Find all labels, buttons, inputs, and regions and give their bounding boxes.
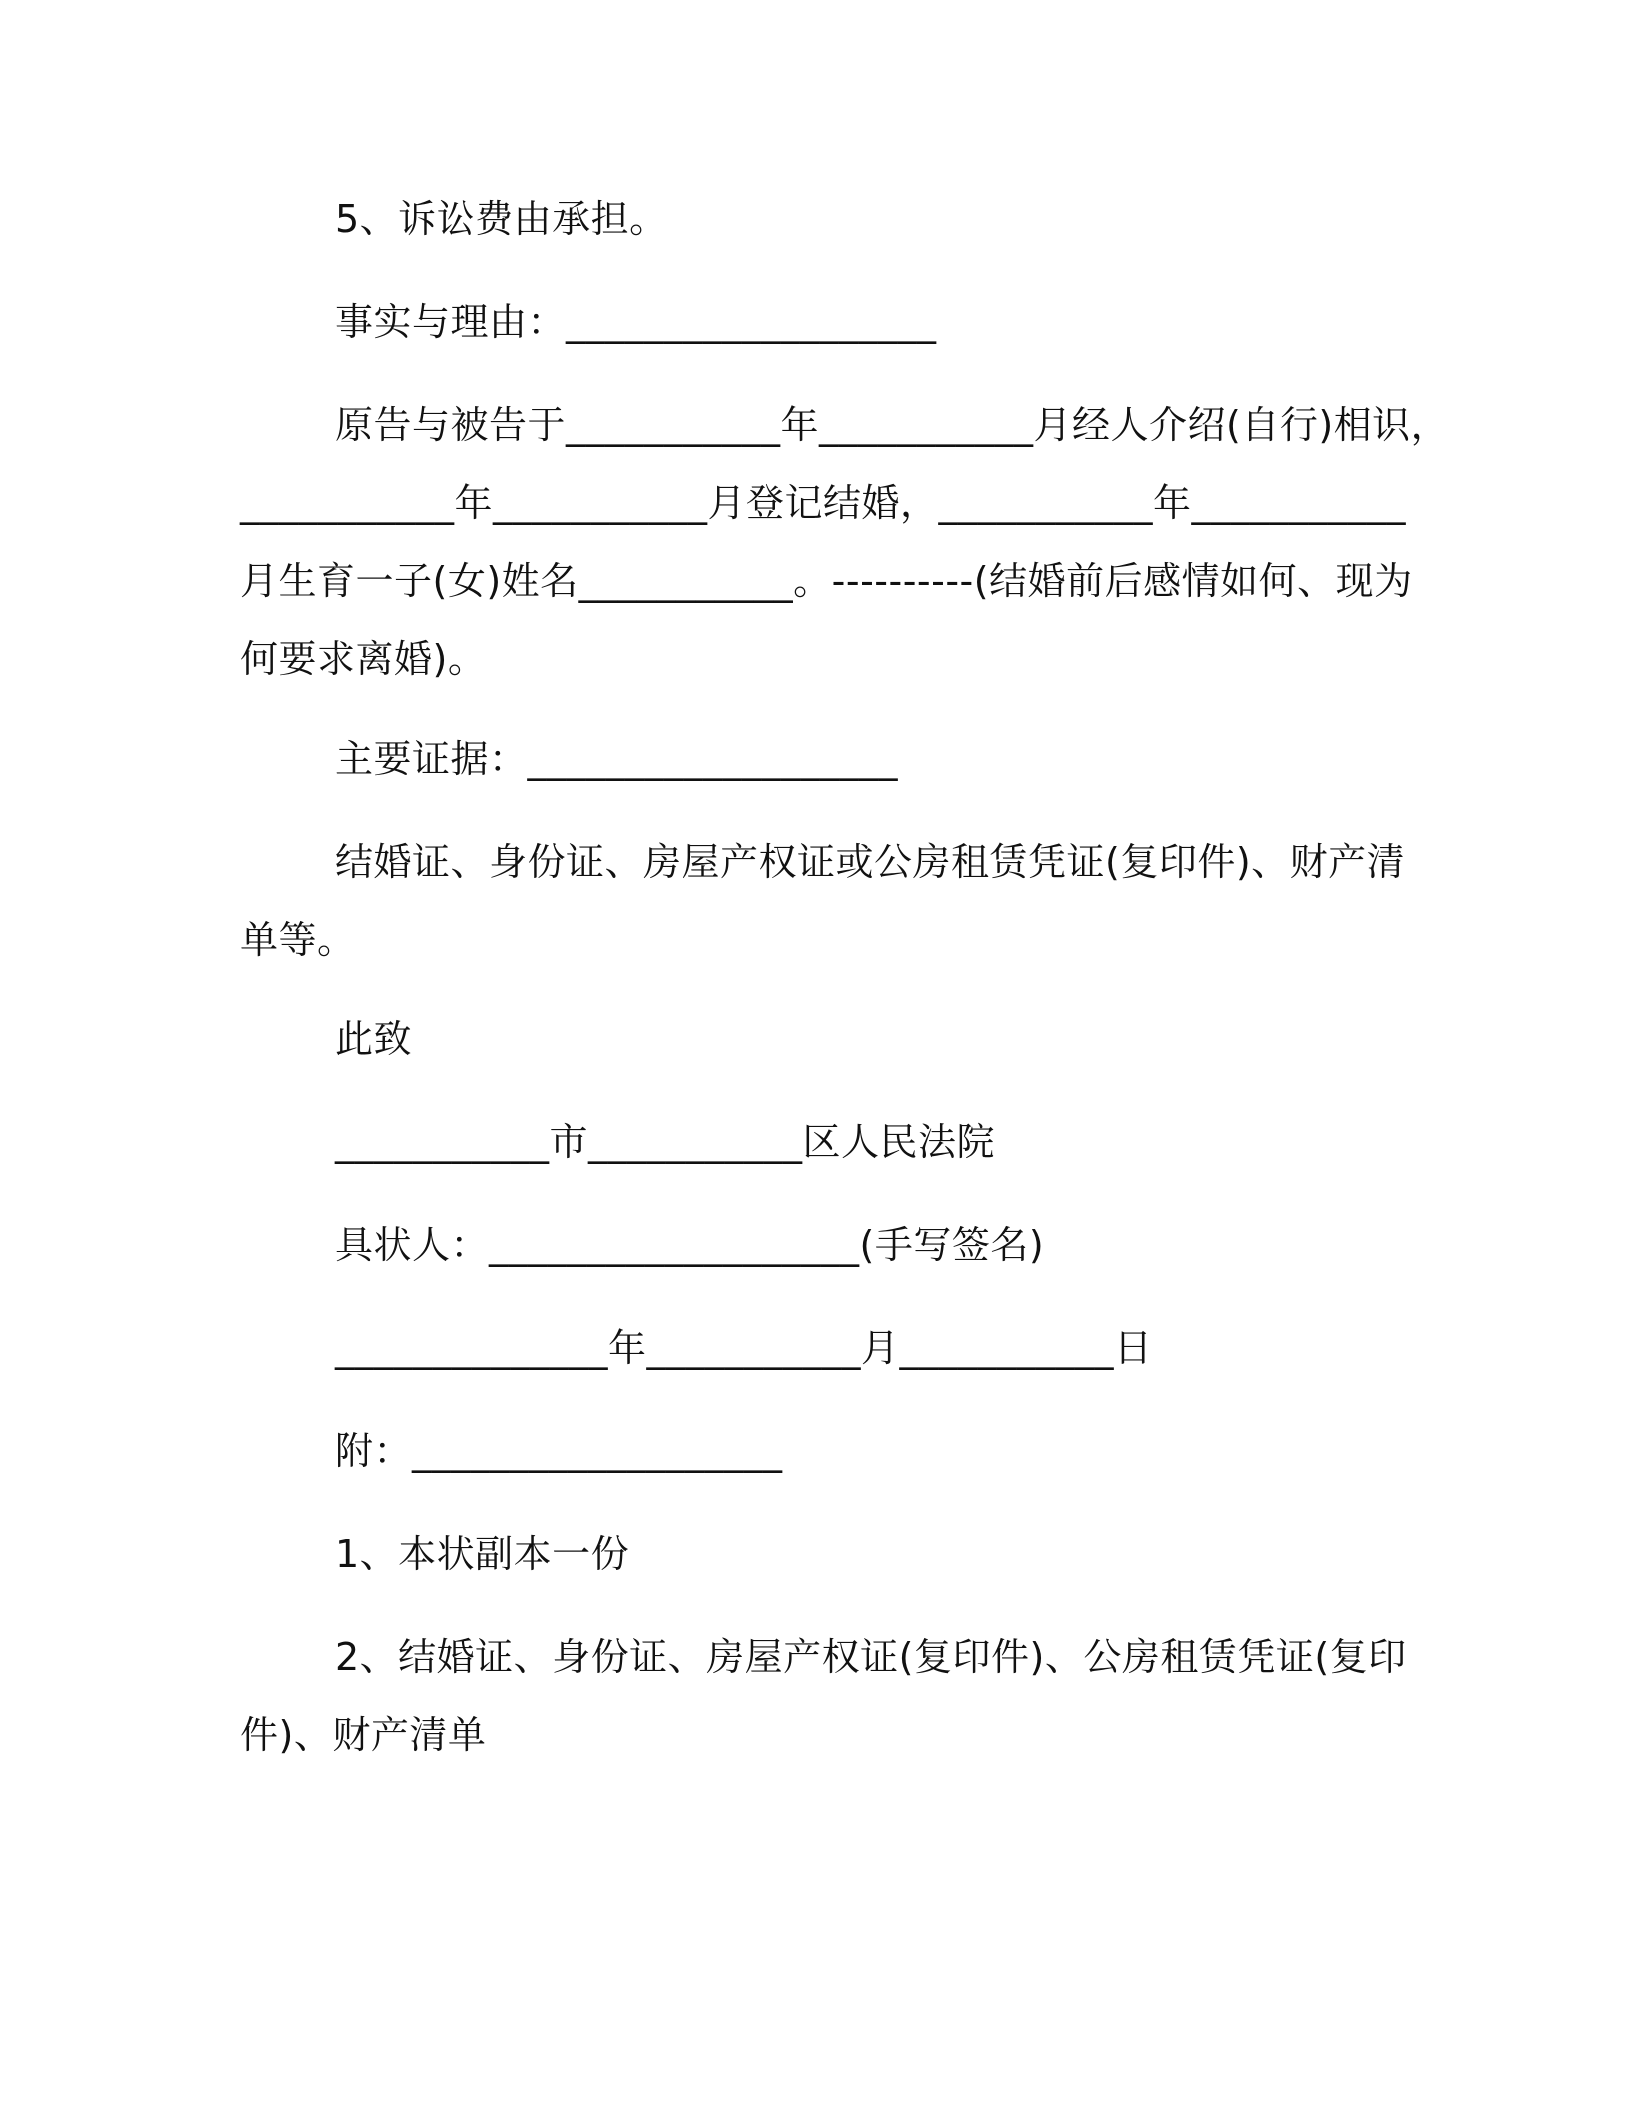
- signer-line: [335, 1206, 1495, 1284]
- facts-line-4: 何要求离婚)。: [240, 637, 487, 681]
- facts-line-1: 原告与被告于___________年___________月经人介绍(自行)相识，: [335, 403, 1450, 447]
- evidence-heading-text: 主要证据：___________________: [335, 737, 899, 781]
- signer-text: 具状人：___________________(手写签名): [335, 1223, 1045, 1267]
- attachment-item-1-text: 1、本状副本一份: [335, 1532, 630, 1576]
- salutation-text: 此致: [335, 1017, 413, 1061]
- date-text: ______________年___________月___________日: [335, 1326, 1153, 1370]
- facts-heading: [335, 283, 1495, 361]
- evidence-paragraph: [240, 823, 1406, 979]
- date-line: [335, 1309, 1495, 1387]
- facts-line-3: 月生育一子(女)姓名___________。----------(结婚前后感情如何、现为: [240, 559, 1413, 603]
- attachment-item-2-line-2: 件)、财产清单: [240, 1713, 487, 1757]
- facts-line-2: ___________年___________月登记结婚，___________年___________: [240, 481, 1407, 525]
- salutation: [335, 1000, 1495, 1078]
- attachment-item-2: [240, 1618, 1407, 1774]
- item-5-text: 5、诉讼费由承担。: [335, 197, 668, 241]
- attachment-heading: [335, 1412, 1495, 1490]
- item-5: [335, 180, 1495, 258]
- court-line: [335, 1103, 1495, 1181]
- facts-paragraph: [240, 386, 1450, 698]
- court-text: ___________市___________区人民法院: [335, 1120, 996, 1164]
- attachment-item-2-line-1: 2、结婚证、身份证、房屋产权证(复印件)、公房租赁凭证(复印: [335, 1635, 1407, 1679]
- evidence-line-2: 单等。: [240, 918, 356, 962]
- evidence-heading: [335, 720, 1495, 798]
- attachment-heading-text: 附：___________________: [335, 1429, 783, 1473]
- attachment-item-1: [335, 1515, 1495, 1593]
- facts-heading-text: 事实与理由：___________________: [335, 300, 937, 344]
- evidence-line-1: 结婚证、身份证、房屋产权证或公房租赁凭证(复印件)、财产清: [335, 840, 1406, 884]
